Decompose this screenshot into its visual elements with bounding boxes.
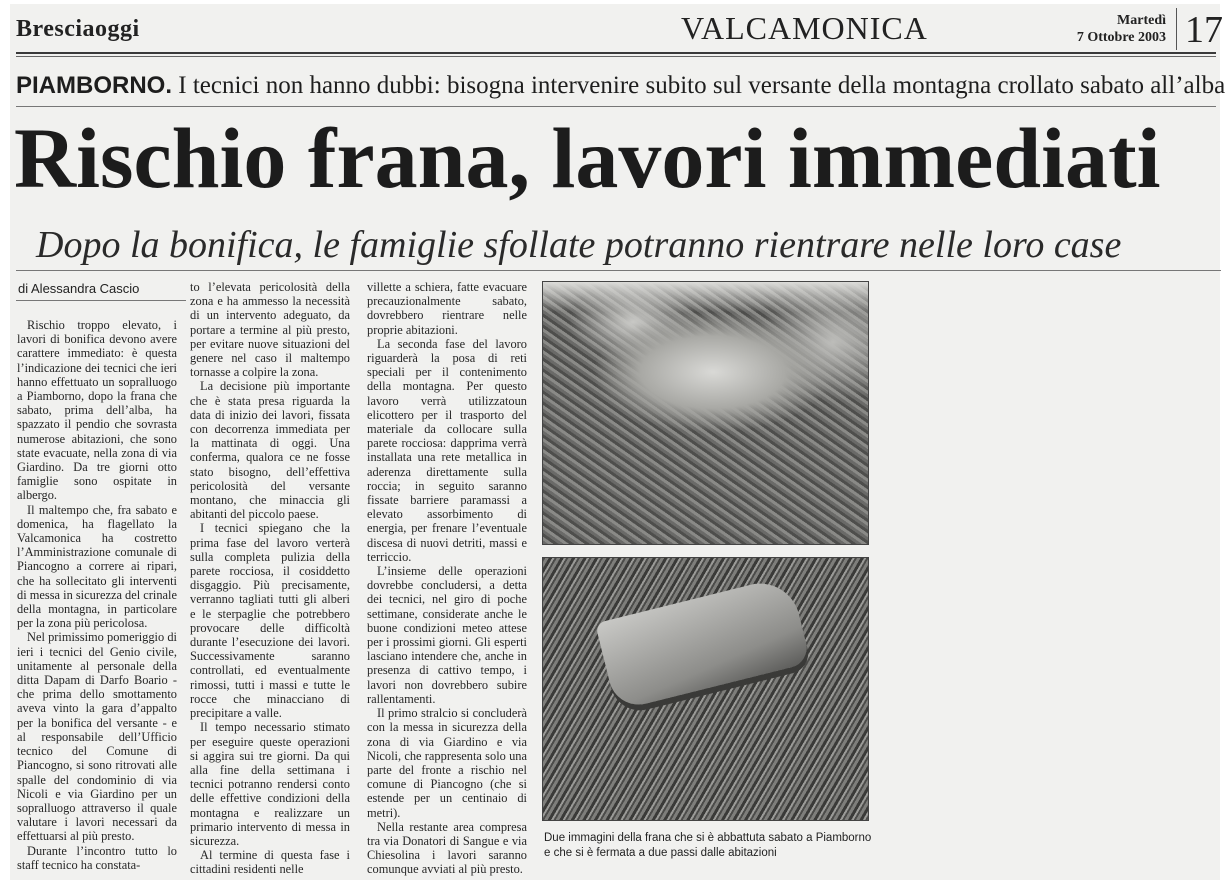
paragraph: La decisione più importante che è stata presa riguarda la data di inizio dei lavori, fissata con decorrenza immediata per la mattinata di oggi. Una conferma, qualora ce ne fosse stato bisogno, dell’effettiva pericolosità del versante montano, che minaccia gli abitanti del piccolo paese.: [190, 379, 350, 522]
headline: Rischio frana, lavori immediati: [14, 110, 1161, 206]
photo-sky: [543, 282, 868, 312]
newspaper-brand: Bresciaoggi: [16, 16, 140, 42]
boulder-shape: [595, 575, 811, 711]
kicker-place: PIAMBORNO.: [16, 72, 172, 99]
section-title: VALCAMONICA: [681, 10, 928, 46]
article-column-3: [367, 280, 527, 877]
kicker: [16, 72, 1226, 100]
paragraph: Il maltempo che, fra sabato e domenica, ha flagellato la Valcamonica ha costretto l’Amministrazione comunale di Piancogno a correre ai ripari, che ha sollecitato gli interventi di messa in sicurezza del crinale della montagna, in particolare per la zona più pericolosa.: [17, 502, 177, 631]
byline: di Alessandra Cascio: [18, 281, 140, 296]
kicker-text: I tecnici non hanno dubbi: bisogna intervenire subito sul versante della montagna crollato sabato all’alba: [172, 72, 1226, 99]
paragraph: Il tempo necessario stimato per eseguire queste operazioni si aggira sui tre giorni. Da qui alla fine della settimana i tecnici potranno rendersi conto delle effettive condizioni della montagna e realizzare un primario intervento di messa in sicurezza.: [190, 720, 350, 848]
page-number: 17: [1176, 8, 1223, 50]
divider: [16, 270, 1221, 271]
divider: [16, 106, 1216, 107]
divider: [16, 56, 1216, 57]
issue-day: Martedì: [1117, 13, 1166, 28]
masthead: [16, 8, 1223, 54]
issue-date: [1041, 12, 1166, 46]
paragraph: Durante l’incontro tutto lo staff tecnico ha constata-: [17, 843, 177, 872]
paragraph: Al termine di questa fase i cittadini residenti nelle: [190, 848, 350, 877]
subheadline: Dopo la bonifica, le famiglie sfollate potranno rientrare nelle loro case: [36, 224, 1122, 266]
issue-full-date: 7 Ottobre 2003: [1076, 30, 1166, 45]
paragraph: Nel primissimo pomeriggio di ieri i tecnici del Genio civile, unitamente al personale della ditta Dapam di Darfo Boario - che prima dello smottamento aveva vinto la gara d’appalto per la bonifica del versante - e al responsabile dell’Ufficio tecnico del Comune di Piancogno, si sono ritrovati alle spalle del condominio di via Nicoli e via Giardino per un sopralluogo attraverso il quale valutare i lavori necessari da effettuarsi al più presto.: [17, 630, 177, 844]
paragraph: to l’elevata pericolosità della zona e ha ammesso la necessità di un intervento adeguato, da portare a termine al più presto, per evitare nuove situazioni del genere nel caso il maltempo tornasse a colpire la zona.: [190, 280, 350, 380]
landslide-photo-boulder: [542, 557, 869, 821]
article-column-1: [17, 318, 177, 872]
paragraph: L’insieme delle operazioni dovrebbe concludersi, a detta dei tecnici, nel giro di poche settimane, considerate anche le buone condizioni meteo attese per i prossimi giorni. Gli esperti lasciano intendere che, anche in presenza di cattivo tempo, i lavori non dovrebbero subire rallentamenti.: [367, 564, 527, 706]
photo-caption: Due immagini della frana che si è abbattuta sabato a Piamborno e che si è fermata a due passi dalle abitazioni: [544, 832, 872, 859]
divider: [16, 300, 186, 301]
landslide-photo-hillside: [542, 281, 869, 545]
paragraph: I tecnici spiegano che la prima fase del lavoro verterà sulla completa pulizia della parete rocciosa, il cosiddetto disgaggio. Più precisamente, verranno tagliati tutti gli alberi e le sterpaglie che potrebbero provocare delle difficoltà durante l’esecuzione dei lavori. Successivamente saranno controllati, ed eventualmente rimossi, tutti i massi e tutte le rocce che minacciano di precipitare a valle.: [190, 521, 350, 721]
paragraph: Nella restante area compresa tra via Donatori di Sangue e via Chiesolina i lavori saranno comunque avviati al più presto.: [367, 819, 527, 877]
paragraph: Il primo stralcio si concluderà con la messa in sicurezza della zona di via Giardino e via Nicoli, che rappresenta solo una parte del fronte a rischio nel comune di Piancogno (che si estende per un centinaio di metri).: [367, 706, 527, 820]
paragraph: Rischio troppo elevato, i lavori di bonifica devono avere carattere immediato: è questa l’indicazione dei tecnici che ieri hanno effettuato un sopralluogo a Piamborno, dopo la frana che sabato, prima dell’alba, ha spazzato il pendio che sovrasta numerose abitazioni, che sono state evacuate, nella zona di via Giardino. Da tre giorni otto famiglie sono ospitate in albergo.: [17, 318, 177, 503]
paragraph: villette a schiera, fatte evacuare precauzionalmente sabato, dovrebbero rientrare nelle proprie abitazioni.: [367, 280, 527, 337]
article-column-2: [190, 280, 350, 877]
paragraph: La seconda fase del lavoro riguarderà la posa di reti speciali per il contenimento della montagna. Per questo lavoro verrà utilizzatoun elicottero per il trasporto del materiale da collocare sulla parete rocciosa: dapprima verrà installata una rete metallica in aderenza direttamente sulla roccia; in seguito saranno fissate barriere paramassi a elevato assorbimento di energia, per frenare l’eventuale discesa di nuovi detriti, massi e terriccio.: [367, 336, 527, 564]
